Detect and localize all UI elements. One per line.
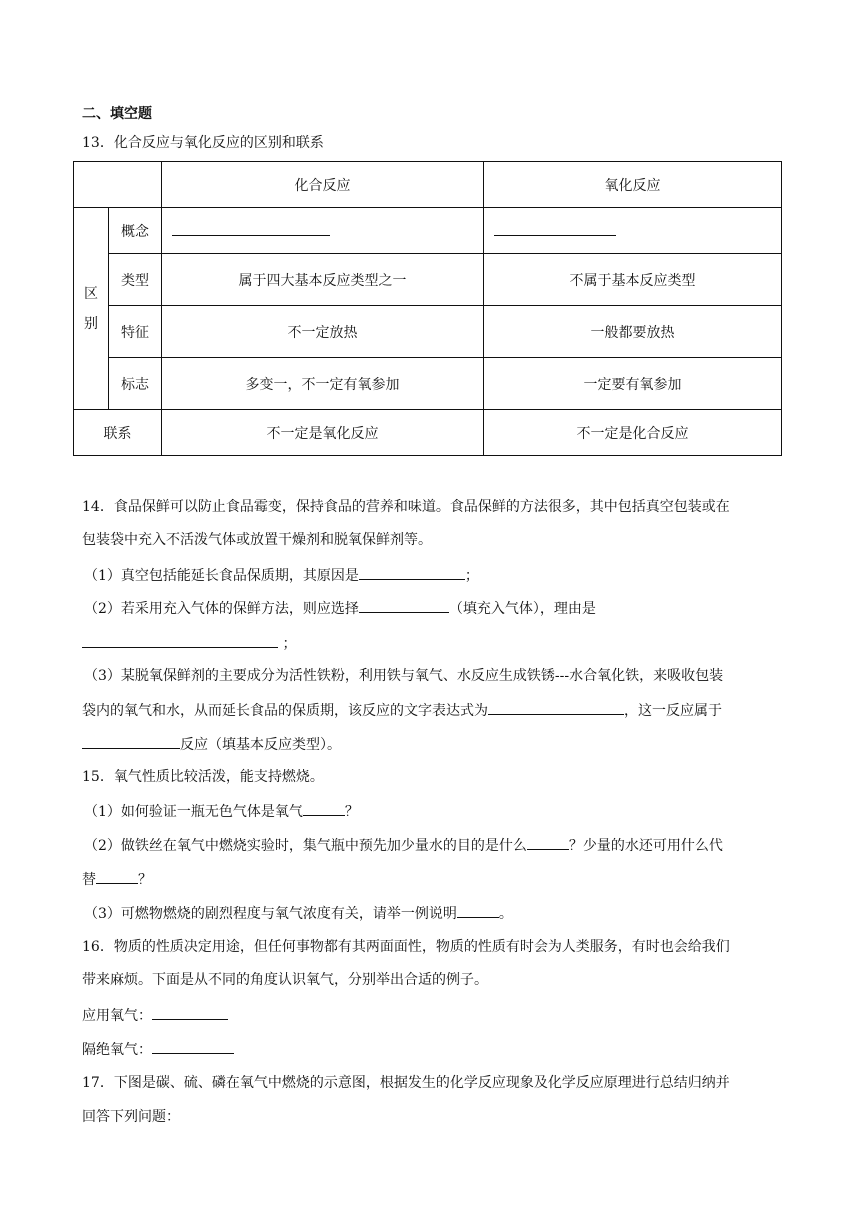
section-title: 二、填空题: [82, 106, 152, 122]
header-oxidation: 氧化反应: [484, 162, 782, 208]
row-label-type: 类型: [109, 254, 162, 306]
feature-combination: 不一定放热: [162, 306, 484, 358]
q16-line1: 16．物质的性质决定用途，但任何事物都有其两面面性，物质的性质有时会为人类服务，有时也会给我们: [82, 939, 730, 955]
q15-blank4: [457, 903, 499, 918]
q16-blank2: [152, 1039, 234, 1054]
q16-blank1: [152, 1005, 228, 1020]
comparison-table: [73, 161, 782, 456]
q14-blank1: [359, 565, 465, 580]
feature-oxidation: 一般都要放热: [484, 306, 782, 358]
q14-part3-line2: 袋内的氧气和水，从而延长食品的保质期，该反应的文字表达式为 ，这一反应属于: [82, 700, 722, 721]
q14-part2: （2）若采用充入气体的保鲜方法，则应选择 （填充入气体），理由是: [84, 598, 596, 619]
q14-blank3: [82, 633, 278, 648]
link-oxidation: 不一定是化合反应: [484, 410, 782, 456]
type-combination: 属于四大基本反应类型之一: [162, 254, 484, 306]
q15-part3: （3）可燃物燃烧的剧烈程度与氧气浓度有关，请举一例说明 。: [84, 903, 513, 924]
mark-combination: 多变一，不一定有氧参加: [162, 358, 484, 410]
row-label-concept: 概念: [109, 208, 162, 254]
q13-title: 13．化合反应与氧化反应的区别和联系: [82, 135, 324, 151]
q15-part2-cont: 替 ？: [82, 869, 152, 890]
q14-line2: 包装袋中充入不活泼气体或放置干燥剂和脱氧保鲜剂等。: [82, 532, 432, 548]
q14-part3-line3: 反应（填基本反应类型）。: [82, 734, 341, 755]
q14-part1: （1）真空包括能延长食品保质期，其原因是 ；: [84, 565, 479, 586]
group-label-difference: 区 别: [74, 208, 109, 410]
q15-blank2: [527, 835, 569, 850]
concept-blank-b: [484, 208, 782, 254]
header-combination: 化合反应: [162, 162, 484, 208]
type-oxidation: 不属于基本反应类型: [484, 254, 782, 306]
q15-part1: （1）如何验证一瓶无色气体是氧气 ？: [84, 801, 359, 822]
q14-blank5: [82, 734, 180, 749]
q14-part2-cont: ；: [82, 633, 296, 654]
q14-blank4: [488, 700, 624, 715]
table-corner-cell: [74, 162, 162, 208]
link-combination: 不一定是氧化反应: [162, 410, 484, 456]
q15-blank1: [303, 801, 345, 816]
q17-line2: 回答下列问题：: [82, 1109, 180, 1125]
q15-blank3: [96, 869, 138, 884]
q14-blank2: [359, 598, 449, 613]
q16-isolate: 隔绝氧气：: [82, 1039, 234, 1060]
row-label-feature: 特征: [109, 306, 162, 358]
q14-part3-line1: （3）某脱氧保鲜剂的主要成分为活性铁粉，利用铁与氧气、水反应生成铁锈---水合氧化铁，来吸收包装: [84, 668, 724, 684]
mark-oxidation: 一定要有氧参加: [484, 358, 782, 410]
q16-apply: 应用氧气：: [82, 1005, 228, 1026]
row-label-link: 联系: [74, 410, 162, 456]
q15-part2: （2）做铁丝在氧气中燃烧实验时，集气瓶中预先加少量水的目的是什么 ？少量的水还可用什么代: [84, 835, 723, 856]
row-label-mark: 标志: [109, 358, 162, 410]
q15-line1: 15．氧气性质比较活泼，能支持燃烧。: [82, 769, 324, 785]
q16-line2: 带来麻烦。下面是从不同的角度认识氧气，分别举出合适的例子。: [82, 972, 488, 988]
q14-line1: 14．食品保鲜可以防止食品霉变，保持食品的营养和味道。食品保鲜的方法很多，其中包括真空包装或在: [82, 499, 730, 515]
q17-line1: 17．下图是碳、硫、磷在氧气中燃烧的示意图，根据发生的化学反应现象及化学反应原理进行总结归纳并: [82, 1075, 730, 1091]
concept-blank-a: [162, 208, 484, 254]
